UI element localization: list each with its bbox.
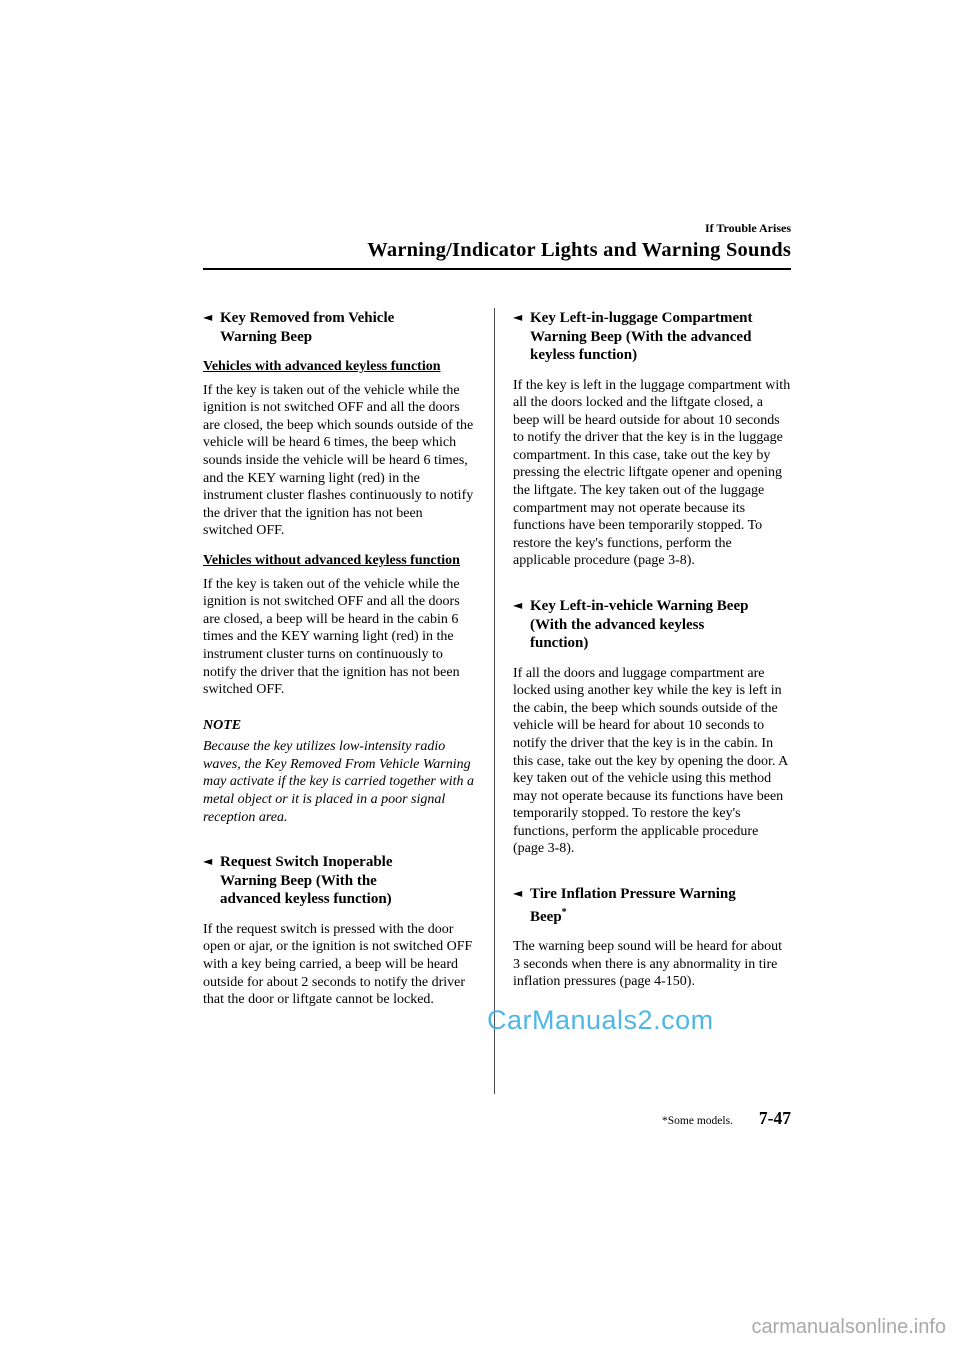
paragraph-request-switch: If the request switch is pressed with the door open or ajar, or the ignition is not switched OFF with a key being carried, a beep will be heard outside for about 2 seconds to notify the driver that the door or liftgate cannot be locked.: [203, 921, 473, 1008]
heading-text: Key Left-in-luggage Compartment Warning Beep (With the advanced keyless function): [530, 310, 753, 363]
right-column: [513, 308, 791, 1094]
note-label: NOTE: [203, 717, 242, 733]
heading-text: Request Switch Inoperable Warning Beep (With the advanced keyless function): [220, 854, 393, 908]
header-divider: [203, 268, 791, 270]
heading-text: Key Removed from Vehicle Warning Beep: [220, 310, 395, 345]
header-chapter-label: If Trouble Arises: [704, 221, 791, 235]
section-request-switch: [203, 852, 475, 1008]
section-tire-pressure: [513, 884, 791, 991]
footnote-some-models: *Some models.: [662, 1115, 733, 1127]
subheading-with-advanced-keyless: Vehicles with advanced keyless function: [203, 359, 441, 374]
paragraph-key-left-luggage: If the key is left in the luggage compartment with all the doors locked and the liftgate closed, a beep will be heard outside for about 10 seconds to notify the driver that the key is in the luggage compartment. In this case, take out the key by pressing the electric liftgate opener and opening the liftgate. The key taken out of the luggage compartment may not operate because its functions have been temporarily stopped. To restore the key's functions, perform the applicable procedure (page 3-8).: [513, 377, 791, 569]
section-marker-icon: ◄: [203, 854, 213, 869]
paragraph-with-advanced-keyless: If the key is taken out of the vehicle while the ignition is not switched OFF and all the doors are closed, the beep which sounds outside of the vehicle will be heard 6 times, the beep which sounds inside the vehicle will be heard 6 times, and the KEY warning light (red) in the instrument cluster flashes continuously to notify the driver that the ignition has not been switched OFF.: [203, 382, 474, 539]
heading-text: Key Left-in-vehicle Warning Beep (With the advanced keyless function): [530, 598, 749, 652]
page-header: [203, 221, 791, 270]
page-number: 7-47: [758, 1108, 791, 1128]
section-key-removed: [203, 308, 475, 826]
paragraph-tire-pressure: The warning beep sound will be heard for about 3 seconds when there is any abnormality in tire inflation pressures (page 4-150).: [513, 939, 783, 990]
section-marker-icon: ◄: [513, 310, 523, 324]
section-marker-icon: ◄: [513, 886, 523, 901]
section-key-left-luggage: [513, 308, 791, 570]
page-footer: [203, 1108, 791, 1129]
paragraph-key-left-vehicle: If all the doors and luggage compartment are locked using another key while the key is left in the cabin, the beep which sounds outside of the vehicle will be heard for about 10 seconds to notify the driver that the key is in the cabin. In this case, take out the key by opening the door. A key taken out of the vehicle using this method may not operate because its functions have been temporarily stopped. To restore the key's functions, perform the applicable procedure (page 3-8).: [513, 665, 788, 857]
watermark-site: carmanualsonline.info: [751, 1316, 946, 1338]
paragraph-without-advanced-keyless: If the key is taken out of the vehicle while the ignition is not switched OFF and all the doors are closed, a beep will be heard in the cabin 6 times and the KEY warning light (red) in the instrument cluster turns on continuously to notify the driver that the ignition has not been switched OFF.: [203, 576, 460, 698]
content-columns: [203, 308, 791, 1094]
left-column: [203, 308, 475, 1094]
section-marker-icon: ◄: [203, 310, 213, 324]
section-marker-icon: ◄: [513, 598, 523, 613]
section-key-left-vehicle: [513, 596, 791, 858]
heading-text: Tire Inflation Pressure Warning Beep: [530, 886, 736, 925]
section-heading-key-left-luggage: [513, 308, 763, 365]
note-paragraph: Because the key utilizes low-intensity radio waves, the Key Removed From Vehicle Warning may activate if the key is carried together with a metal object or it is placed in a poor signal reception area.: [203, 739, 474, 825]
section-heading-request-switch: [203, 852, 441, 909]
column-divider: [494, 308, 495, 1094]
section-heading-tire-pressure: [513, 884, 763, 926]
manual-page: [203, 221, 791, 1094]
page-title: Warning/Indicator Lights and Warning Sounds: [367, 239, 791, 261]
section-heading-key-left-vehicle: [513, 596, 763, 653]
watermark-carmanuals2: CarManuals2.com: [487, 1005, 714, 1035]
section-heading-key-removed: [203, 308, 441, 346]
subheading-without-advanced-keyless: Vehicles without advanced keyless function: [203, 552, 460, 568]
asterisk-superscript: *: [561, 906, 567, 918]
